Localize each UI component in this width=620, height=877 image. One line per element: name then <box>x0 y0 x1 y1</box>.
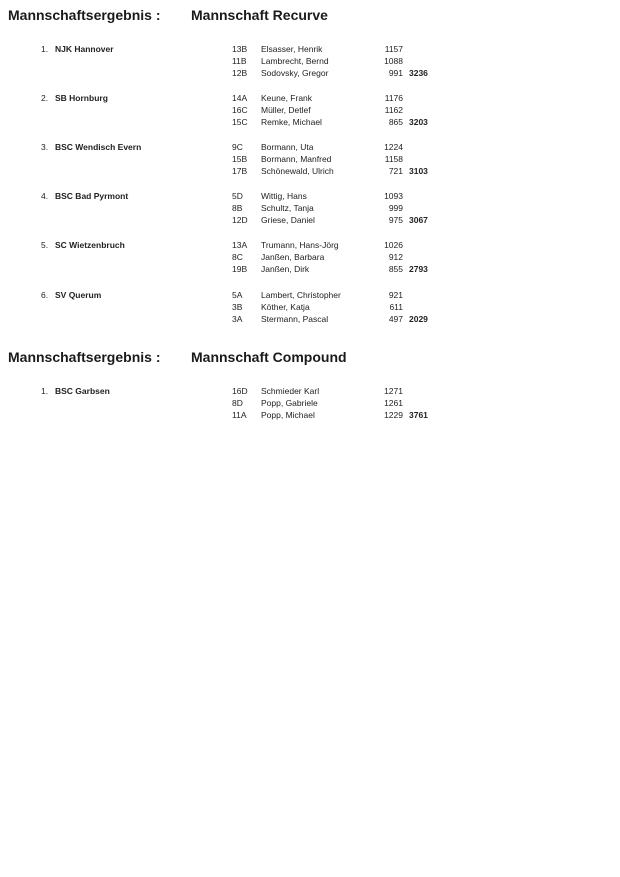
team-rank: 4. <box>41 191 49 201</box>
member-number: 16C <box>232 105 248 115</box>
member-name: Bormann, Uta <box>261 142 314 152</box>
member-score: 1229 <box>384 410 403 420</box>
member-score: 1088 <box>384 56 403 66</box>
member-score: 1224 <box>384 142 403 152</box>
member-row <box>0 214 620 226</box>
team-rank: 2. <box>41 93 49 103</box>
member-row <box>0 409 620 421</box>
section-title: Mannschaft Compound <box>191 349 347 365</box>
section-label: Mannschaftsergebnis : <box>8 349 161 365</box>
member-score: 912 <box>388 252 403 262</box>
member-name: Lambrecht, Bernd <box>261 56 329 66</box>
member-name: Janßen, Barbara <box>261 252 325 262</box>
team-rank: 3. <box>41 142 49 152</box>
section-label: Mannschaftsergebnis : <box>8 7 161 23</box>
member-number: 16D <box>232 386 248 396</box>
member-number: 3B <box>232 302 243 312</box>
member-score: 1261 <box>384 398 403 408</box>
member-row <box>0 141 620 153</box>
member-score: 1162 <box>384 105 403 115</box>
member-name: Popp, Gabriele <box>261 398 318 408</box>
member-score: 999 <box>388 203 403 213</box>
team-name: BSC Wendisch Evern <box>55 142 142 152</box>
member-name: Köther, Katja <box>261 302 310 312</box>
team-total: 2029 <box>409 314 428 324</box>
member-score: 865 <box>388 117 403 127</box>
member-number: 17B <box>232 166 248 176</box>
member-row <box>0 67 620 79</box>
team-total: 3236 <box>409 68 428 78</box>
member-row <box>0 104 620 116</box>
member-number: 15B <box>232 154 248 164</box>
member-name: Keune, Frank <box>261 93 313 103</box>
member-name: Wittig, Hans <box>261 191 307 201</box>
member-row <box>0 165 620 177</box>
member-score: 921 <box>388 290 403 300</box>
team-rank: 1. <box>41 386 49 396</box>
section-title: Mannschaft Recurve <box>191 7 328 23</box>
member-row <box>0 92 620 104</box>
member-row <box>0 313 620 325</box>
member-number: 11A <box>232 410 247 420</box>
team-total: 3761 <box>409 410 428 420</box>
member-name: Trumann, Hans-Jörg <box>261 240 339 250</box>
member-score: 975 <box>388 215 403 225</box>
member-row <box>0 251 620 263</box>
member-name: Griese, Daniel <box>261 215 315 225</box>
member-number: 8C <box>232 252 243 262</box>
member-row <box>0 55 620 67</box>
member-row <box>0 397 620 409</box>
member-score: 855 <box>388 264 403 274</box>
member-score: 497 <box>388 314 403 324</box>
member-number: 13B <box>232 44 248 54</box>
member-number: 11B <box>232 56 247 66</box>
member-score: 991 <box>388 68 403 78</box>
team-name: SB Hornburg <box>55 93 108 103</box>
member-row <box>0 263 620 275</box>
member-score: 1026 <box>384 240 403 250</box>
member-name: Sodovsky, Gregor <box>261 68 329 78</box>
member-row <box>0 43 620 55</box>
member-number: 8B <box>232 203 243 213</box>
member-name: Popp, Michael <box>261 410 315 420</box>
member-score: 1157 <box>384 44 403 54</box>
team-name: BSC Bad Pyrmont <box>55 191 129 201</box>
member-name: Remke, Michael <box>261 117 322 127</box>
member-number: 15C <box>232 117 248 127</box>
member-name: Müller, Detlef <box>261 105 311 115</box>
member-name: Lambert, Christopher <box>261 290 341 300</box>
member-row <box>0 385 620 397</box>
member-row <box>0 153 620 165</box>
member-number: 14A <box>232 93 248 103</box>
member-score: 1158 <box>384 154 403 164</box>
team-rank: 5. <box>41 240 49 250</box>
team-total: 3103 <box>409 166 428 176</box>
team-name: NJK Hannover <box>55 44 114 54</box>
member-row <box>0 116 620 128</box>
team-total: 3203 <box>409 117 428 127</box>
member-number: 12B <box>232 68 248 78</box>
member-name: Schultz, Tanja <box>261 203 314 213</box>
member-name: Bormann, Manfred <box>261 154 332 164</box>
member-name: Elsasser, Henrik <box>261 44 323 54</box>
member-number: 5D <box>232 191 243 201</box>
team-rank: 1. <box>41 44 49 54</box>
member-score: 1176 <box>384 93 403 103</box>
member-row <box>0 239 620 251</box>
team-total: 3067 <box>409 215 428 225</box>
member-name: Schmieder Karl <box>261 386 320 396</box>
member-number: 12D <box>232 215 248 225</box>
member-row <box>0 289 620 301</box>
team-name: BSC Garbsen <box>55 386 110 396</box>
member-row <box>0 190 620 202</box>
member-number: 3A <box>232 314 243 324</box>
member-number: 9C <box>232 142 243 152</box>
member-number: 5A <box>232 290 243 300</box>
member-number: 8D <box>232 398 243 408</box>
team-name: SC Wietzenbruch <box>55 240 125 250</box>
member-name: Janßen, Dirk <box>261 264 310 274</box>
member-row <box>0 301 620 313</box>
member-name: Schönewald, Ulrich <box>261 166 334 176</box>
team-name: SV Querum <box>55 290 102 300</box>
member-score: 611 <box>389 302 403 312</box>
member-score: 1093 <box>384 191 403 201</box>
member-number: 13A <box>232 240 248 250</box>
team-rank: 6. <box>41 290 49 300</box>
team-total: 2793 <box>409 264 428 274</box>
member-score: 1271 <box>384 386 403 396</box>
member-row <box>0 202 620 214</box>
member-score: 721 <box>388 166 403 176</box>
member-name: Stermann, Pascal <box>261 314 329 324</box>
member-number: 19B <box>232 264 248 274</box>
